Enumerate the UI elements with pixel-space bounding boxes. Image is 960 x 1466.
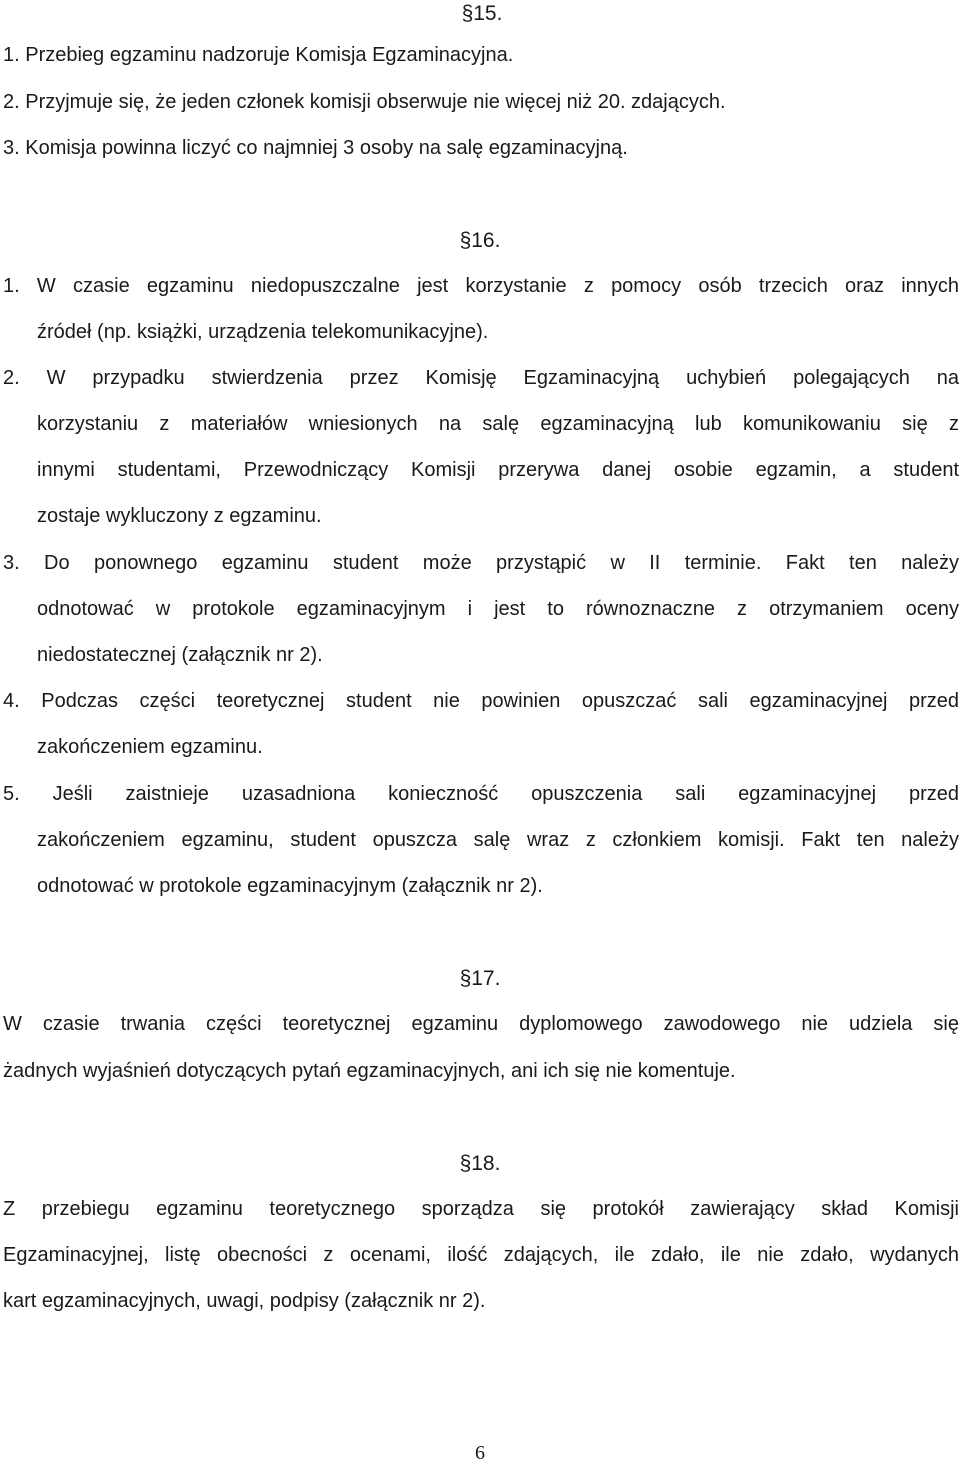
s16-line-6: zostaje wykluczony z egzaminu. [37,505,322,527]
s16-line-3: 2. W przypadku stwierdzenia przez Komisję Egzaminacyjną uchybień polegających na [3,367,959,389]
s17-line-2: żadnych wyjaśnień dotyczących pytań egzaminacyjnych, ani ich się nie komentuje. [3,1060,736,1082]
s15-line-2: 2. Przyjmuje się, że jeden członek komisji obserwuje nie więcej niż 20. zdających. [3,91,726,113]
s16-line-8: odnotować w protokole egzaminacyjnym i jest to równoznaczne z otrzymaniem oceny [37,598,959,620]
s16-line-9: niedostatecznej (załącznik nr 2). [37,644,323,666]
s16-line-11: zakończeniem egzaminu. [37,736,263,758]
section-heading-18: §18. [459,1152,501,1175]
s16-line-5: innymi studentami, Przewodniczący Komisji przerywa danej osobie egzamin, a student [37,459,959,481]
s18-line-3: kart egzaminacyjnych, uwagi, podpisy (załącznik nr 2). [3,1290,486,1312]
s16-line-10: 4. Podczas części teoretycznej student nie powinien opuszczać sali egzaminacyjnej przed [3,690,959,712]
section-heading-17: §17. [459,967,501,990]
s16-line-12: 5. Jeśli zaistnieje uzasadniona konieczność opuszczenia sali egzaminacyjnej przed [3,783,959,805]
s15-line-1: 1. Przebieg egzaminu nadzoruje Komisja Egzaminacyjna. [3,44,514,66]
s17-line-1: W czasie trwania części teoretycznej egzaminu dyplomowego zawodowego nie udziela się [3,1013,959,1035]
s16-line-14: odnotować w protokole egzaminacyjnym (załącznik nr 2). [37,875,543,897]
s16-line-7: 3. Do ponownego egzaminu student może przystąpić w II terminie. Fakt ten należy [3,552,959,574]
s18-line-1: Z przebiegu egzaminu teoretycznego sporządza się protokół zawierający skład Komisji [3,1198,959,1220]
s16-line-13: zakończeniem egzaminu, student opuszcza salę wraz z członkiem komisji. Fakt ten należy [37,829,959,851]
s15-line-3: 3. Komisja powinna liczyć co najmniej 3 osoby na salę egzaminacyjną. [3,137,628,159]
section-heading-15: §15. [461,2,503,25]
s16-line-2: źródeł (np. książki, urządzenia telekomunikacyjne). [37,321,489,343]
section-heading-16: §16. [459,229,501,252]
s16-line-1: 1. W czasie egzaminu niedopuszczalne jest korzystanie z pomocy osób trzecich oraz innych [3,275,959,297]
s18-line-2: Egzaminacyjnej, listę obecności z ocenami, ilość zdających, ile zdało, ile nie zdało, wydanych [3,1244,959,1266]
page-number: 6 [475,1442,485,1464]
s16-line-4: korzystaniu z materiałów wniesionych na salę egzaminacyjną lub komunikowaniu się z [37,413,959,435]
